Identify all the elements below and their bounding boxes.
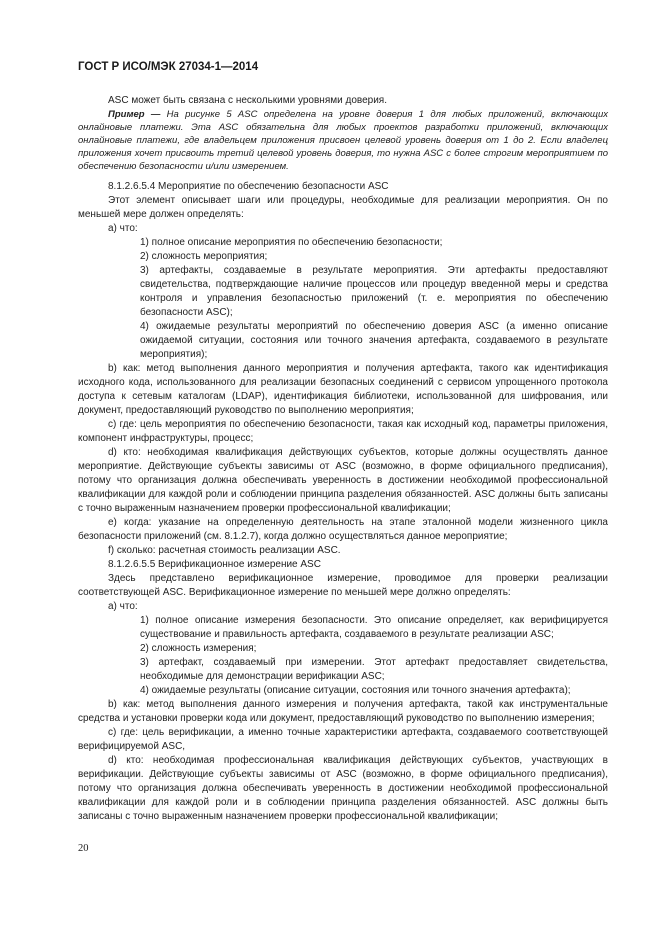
paragraph-f: f) сколько: расчетная стоимость реализации ASC.: [108, 545, 341, 556]
paragraph-a4: 4) ожидаемые результаты мероприятий по обеспечению доверия ASC (а именно описание ожидаемой ситуации, состояния или точного значения артефакта, создаваемого в результате мероприятия);: [140, 321, 608, 360]
paragraph-a2: 2) сложность мероприятия;: [140, 251, 268, 262]
spacer: [78, 173, 608, 180]
paragraph-e: e) когда: указание на определенную деятельность на этапе эталонной модели жизненного цикла безопасности приложений (см. 8.1.2.7), когда должно осуществляться данное мероприятие;: [78, 517, 608, 542]
paragraph-ma: a) что:: [108, 601, 138, 612]
paragraph-a: a) что:: [108, 223, 138, 234]
document-header: ГОСТ Р ИСО/МЭК 27034-1—2014: [78, 61, 259, 73]
paragraph-b: b) как: метод выполнения данного мероприятия и получения артефакта, такого как идентификация исходного кода, использованного для реализации безопасных соединений с сервисом упрощенного протокола доступа к сетевым каталогам (LDAP), идентификация библиотеки, использованной для шифрования, или документ, предоставляющий руководство по выполнению мероприятия;: [78, 363, 608, 416]
paragraph-md: d) кто: необходимая профессиональная квалификация действующих субъектов, участвующих в верификации. Действующие субъекты зависимы от ASC (возможно, в форме официального предписания), потому что организация должна обеспечивать уверенность в достижении необходимой профессиональной квалификации для каждой роли и в соблюдении принципа разделения обязанностей. ASC должны быть записаны с точно выраженным назначением проверки профессиональной квалификации;: [78, 755, 608, 822]
paragraph-a1: 1) полное описание мероприятия по обеспечению безопасности;: [140, 237, 443, 248]
paragraph-a3: 3) артефакты, создаваемые в результате мероприятия. Эти артефакты предоставляют свидетельства, подтверждающие наличие процессов или процедур введенной меры и средства контроля и управления безопасностью приложений (т. е. мероприятия по обеспечению безопасности ASC);: [140, 265, 608, 318]
paragraph-p1: ASC может быть связана с несколькими уровнями доверия.: [108, 95, 387, 106]
paragraph-ma2: 2) сложность измерения;: [140, 643, 257, 654]
paragraph-s1p: Этот элемент описывает шаги или процедуры, необходимые для реализации мероприятия. Он по меньшей мере должен определять:: [78, 195, 608, 220]
paragraph-d: d) кто: необходимая квалификация действующих субъектов, которые должны осуществлять данное мероприятие. Действующие субъекты зависимы от ASC (возможно, в форме официального предписания), потому что организация должна обеспечивать уверенность в достижении необходимой профессиональной квалификации для каждой роли и соблюдении принципа разделения обязанностей. ASC должны быть записаны с точно выраженным назначением проверки профессиональной квалификации;: [78, 447, 608, 514]
paragraph-s2p: Здесь представлено верификационное измерение, проводимое для проверки реализации соответствующей ASC. Верификационное измерение по меньшей мере должно определять:: [78, 573, 608, 598]
document-body: [78, 94, 608, 824]
paragraph-mc: c) где: цель верификации, а именно точные характеристики артефакта, создаваемого соответствующей верифицируемой ASC,: [78, 727, 608, 752]
paragraph-c: c) где: цель мероприятия по обеспечению безопасности, такая как исходный код, параметры приложения, компонент инфраструктуры, процесс;: [78, 419, 608, 444]
paragraph-mb: b) как: метод выполнения данного измерения и получения артефакта, такой как инструментальные средства и установки проверки кода или документ, предоставляющий руководство по выполнению измерения;: [78, 699, 608, 724]
paragraph-ex: [78, 108, 608, 173]
example-lead: Пример —: [108, 109, 167, 120]
page-number: 20: [78, 843, 89, 854]
example-text: На рисунке 5 ASC определена на уровне доверия 1 для любых приложений, включающих онлайновые платежи. Эта ASC обязательна для любых проектов разработки приложений, включающих онлайновые платежи, где владельцем приложения присвоен целевой уровень доверия от 1 до 2. Если владелец приложения хочет присвоить третий целевой уровень доверия, то нужна ASC с более строгим мероприятием по обеспечению безопасности и/или измерением.: [78, 109, 608, 172]
paragraph-ma4: 4) ожидаемые результаты (описание ситуации, состояния или точного значения артефакта);: [140, 685, 571, 696]
paragraph-s1: 8.1.2.6.5.4 Мероприятие по обеспечению безопасности ASC: [108, 181, 389, 192]
paragraph-ma3: 3) артефакт, создаваемый при измерении. Этот артефакт предоставляет свидетельства, необходимые для демонстрации верификации ASC;: [140, 657, 608, 682]
paragraph-s2: 8.1.2.6.5.5 Верификационное измерение ASC: [108, 559, 321, 570]
paragraph-ma1: 1) полное описание измерения безопасности. Это описание определяет, как верифицируется существование и правильность артефакта, создаваемого в результате реализации ASC;: [140, 615, 608, 640]
